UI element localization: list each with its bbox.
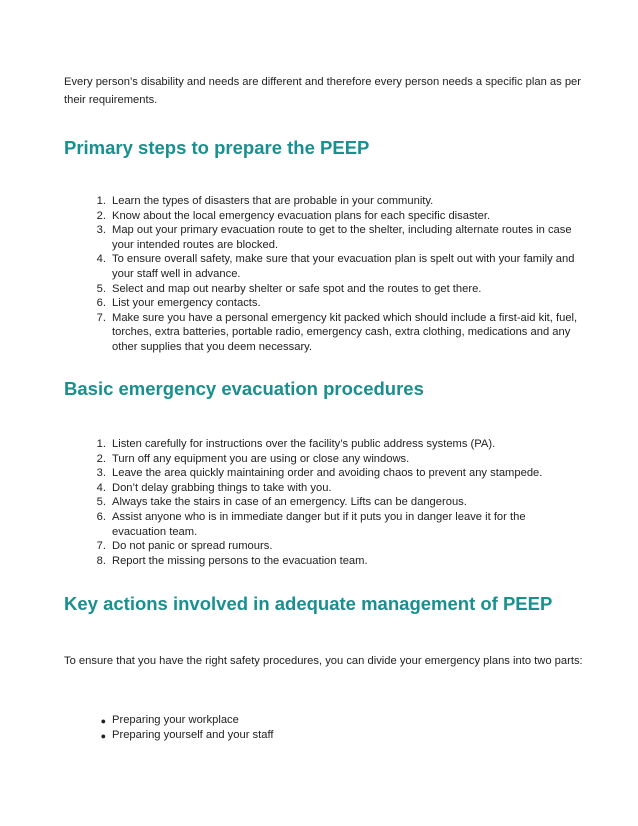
list-item: 8. Report the missing persons to the evacuation team. — [96, 554, 368, 567]
list-item: 3. Leave the area quickly maintaining order and avoiding chaos to prevent any stampede. — [96, 467, 543, 480]
list-item: 4. To ensure overall safety, make sure that your evacuation plan is spelt out with your family and your staff well in advance. — [96, 253, 575, 280]
list-item: 3. Map out your primary evacuation route to get to the shelter, including alternate routes in case your intended routes are blocked. — [96, 224, 572, 251]
list-item: ● Preparing yourself and your staff — [112, 728, 582, 743]
heading-basic-procedures: Basic emergency evacuation procedures — [64, 378, 424, 399]
heading-primary-steps: Primary steps to prepare the PEEP — [64, 137, 370, 158]
list-item: 6. Assist anyone who is in immediate danger but if it puts you in danger leave it for the evacuation team. — [96, 510, 526, 538]
bullet-icon: ● — [100, 730, 106, 741]
list-item: 7. Make sure you have a personal emergency kit packed which should include a first-aid kit, fuel, torches, extra batteries, portable radio, emergency cash, extra clothing, medications and any other supplies that you deem necessary. — [96, 311, 578, 353]
list-item: 5. Select and map out nearby shelter or safe spot and the routes to get there. — [96, 282, 482, 295]
list-item: 4. Don’t delay grabbing things to take with you. — [96, 481, 332, 494]
basic-procedures-list — [96, 437, 582, 568]
heading-key-actions: Key actions involved in adequate management of PEEP — [64, 593, 553, 614]
list-item: 7. Do not panic or spread rumours. — [96, 540, 273, 553]
list-item: 6. List your emergency contacts. — [96, 297, 261, 310]
key-actions-bullet-list — [100, 713, 582, 742]
bullet-icon: ● — [100, 716, 106, 726]
list-item: 1. Learn the types of disasters that are probable in your community. — [96, 195, 434, 207]
list-item: 2. Know about the local emergency evacuation plans for each specific disaster. — [96, 209, 491, 222]
key-actions-paragraph: To ensure that you have the right safety procedures, you can divide your emergency plans into two parts: — [64, 655, 583, 667]
list-item: 1. Listen carefully for instructions over the facility’s public address systems (PA). — [96, 438, 496, 450]
list-item: 2. Turn off any equipment you are using or close any windows. — [96, 452, 410, 465]
list-item: 5. Always take the stairs in case of an emergency. Lifts can be dangerous. — [96, 496, 467, 509]
list-item: ● Preparing your workplace — [112, 713, 582, 728]
primary-steps-list — [96, 194, 582, 355]
intro-paragraph: Every person’s disability and needs are different and therefore every person needs a specific plan as per their requirements. — [64, 76, 582, 106]
